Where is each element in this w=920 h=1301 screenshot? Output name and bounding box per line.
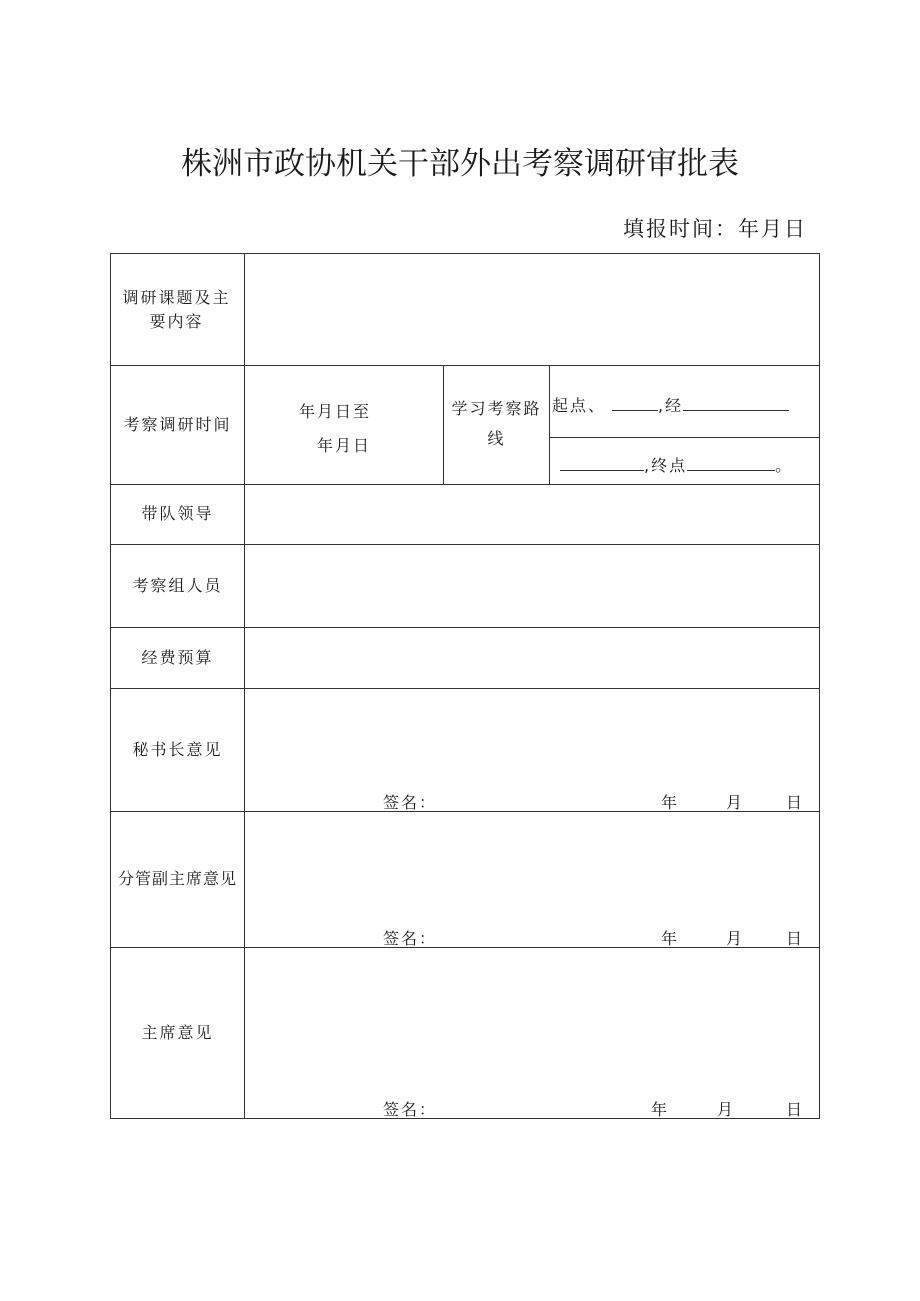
route-label-divider [549,365,550,484]
route-via-blank[interactable] [683,396,789,411]
vice-chair-opinion-field[interactable] [245,812,819,922]
route-end-blank[interactable] [687,456,775,471]
route-start-label: 起点、 [552,396,607,415]
vice-chair-opinion-label: 分管副主席意见 [117,869,237,888]
chair-day: 日 [786,1100,805,1119]
budget-field[interactable] [245,628,819,688]
budget-label: 经费预算 [141,647,214,667]
secretary-opinion-label: 秘书长意见 [132,739,223,759]
route-line-1 [552,393,789,416]
time-from[interactable]: 年月日至 [299,402,372,421]
page-title: 株洲市政协机关干部外出考察调研审批表 [181,146,739,182]
secretary-year: 年 [661,793,680,812]
vice-chair-month: 月 [726,929,745,948]
secretary-month: 月 [726,793,745,812]
leader-field[interactable] [245,485,819,544]
route-label: 学习考察路线 [451,399,542,448]
chair-opinion-field[interactable] [245,948,819,1093]
leader-label: 带队领导 [141,504,214,523]
chair-sign-label: 签名： [383,1100,438,1119]
members-field[interactable] [245,545,819,627]
topic-label: 调研课题及主要内容 [122,287,231,331]
route-via2-blank[interactable] [560,456,644,471]
chair-year: 年 [651,1100,670,1119]
secretary-day: 日 [786,793,805,812]
route-end-label: ,终点 [644,456,688,475]
approval-form [110,253,820,1119]
secretary-sign-label: 签名： [383,793,438,812]
vice-chair-year: 年 [661,929,680,948]
secretary-opinion-field[interactable] [245,689,819,789]
time-label: 考察调研时间 [123,414,232,434]
chair-month: 月 [717,1100,736,1119]
vice-chair-sign-label: 签名： [383,929,438,948]
route-inner-divider [549,437,819,438]
members-label: 考察组人员 [132,575,223,595]
route-period: 。 [775,456,794,475]
vice-chair-day: 日 [786,929,805,948]
route-via-label: ,经 [658,396,684,415]
route-start-blank[interactable] [612,396,658,411]
time-to[interactable]: 年月日 [317,436,372,455]
topic-field[interactable] [245,254,819,365]
fill-date: 填报时间：年月日 [623,217,807,241]
chair-opinion-label: 主席意见 [141,1022,214,1042]
route-line-2 [560,453,793,476]
